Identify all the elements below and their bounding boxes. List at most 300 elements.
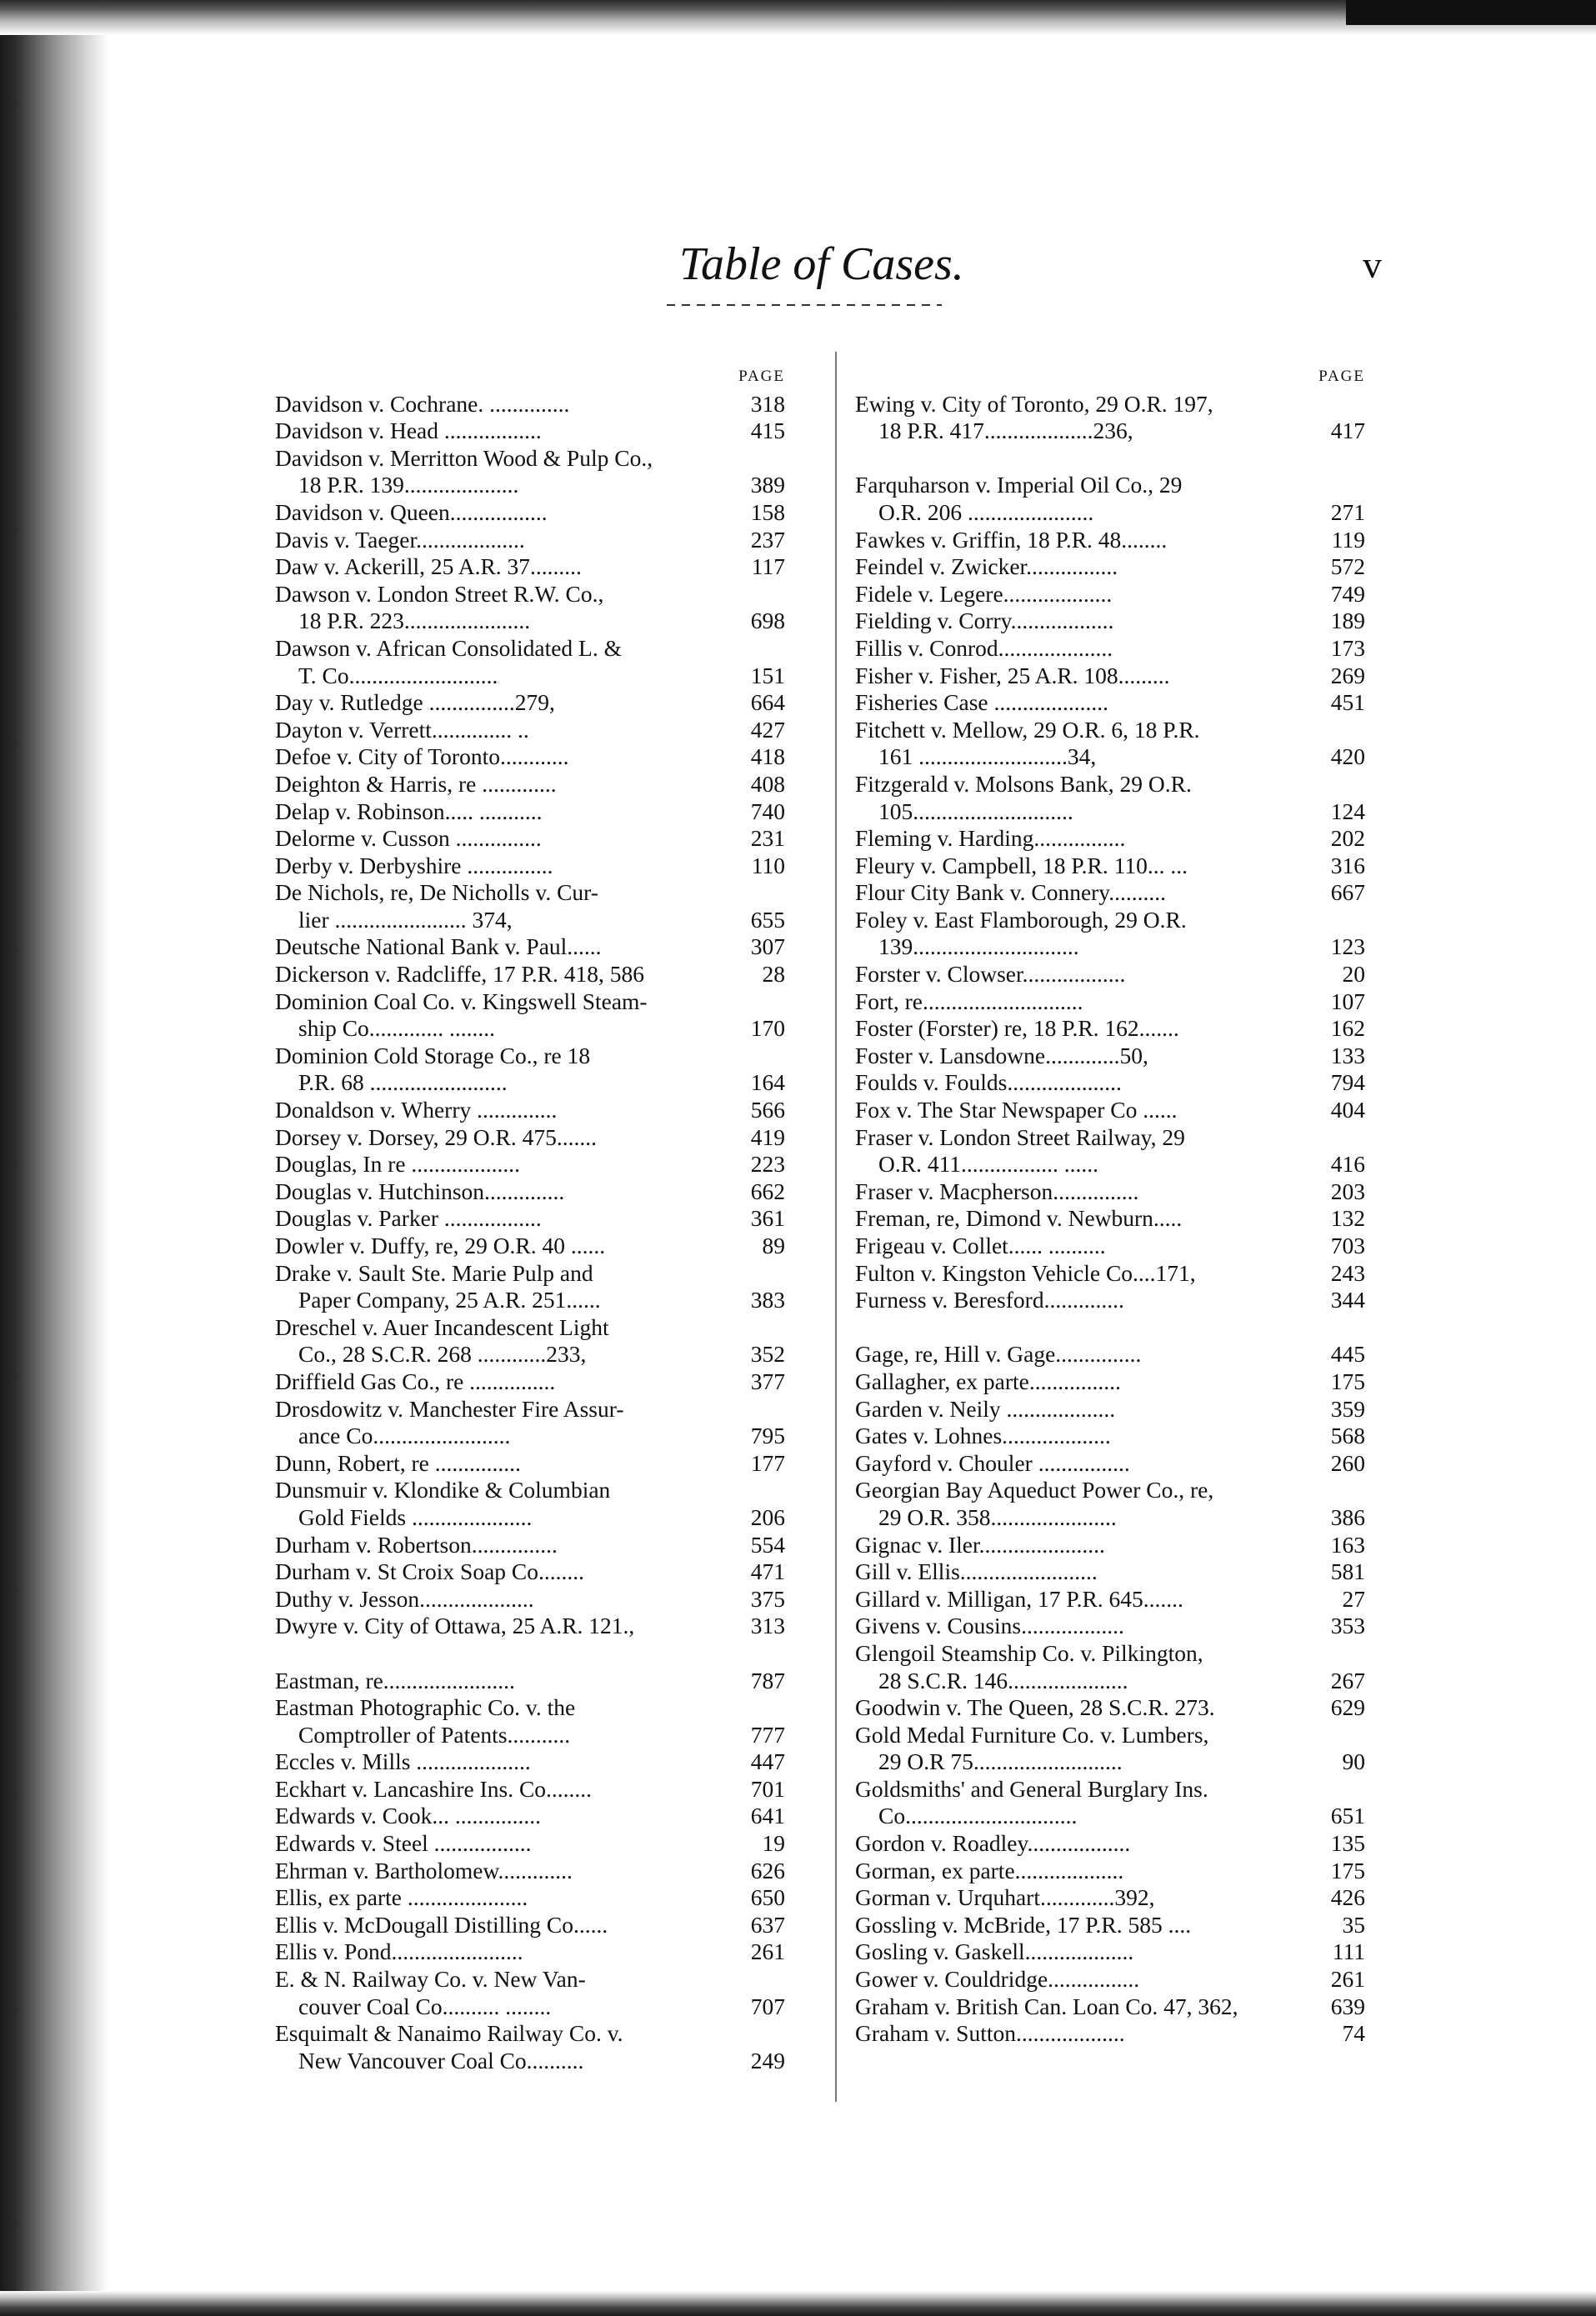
case-entry <box>275 743 785 771</box>
case-page-ref: 655 <box>750 906 785 933</box>
case-entry <box>855 1532 1365 1559</box>
case-name <box>855 1043 1307 1070</box>
case-name <box>855 1097 1307 1124</box>
case-page-ref: 316 <box>1330 852 1365 878</box>
case-name <box>275 961 727 988</box>
case-line: Douglas v. Parker ................. <box>275 1205 542 1232</box>
case-entry <box>855 1993 1365 2021</box>
case-line: Gayford v. Chouler ................ <box>855 1449 1130 1476</box>
case-name <box>855 1586 1307 1613</box>
case-name <box>855 1613 1307 1640</box>
case-page-ref: 344 <box>1330 1287 1365 1313</box>
case-entry <box>855 1015 1365 1043</box>
case-line: Douglas, In re ................... <box>275 1151 521 1178</box>
case-page-ref: 740 <box>750 798 785 824</box>
case-line: Fox v. The Star Newspaper Co ...... <box>855 1097 1178 1123</box>
case-page-ref: 307 <box>750 933 785 960</box>
case-entry <box>275 798 785 826</box>
case-line: O.R. 411................. ...... <box>878 1151 1099 1178</box>
case-page-ref: 162 <box>1330 1015 1365 1042</box>
case-name <box>275 1124 727 1152</box>
case-line: Deutsche National Bank v. Paul...... <box>275 933 602 960</box>
case-name <box>855 1178 1307 1206</box>
case-line: Dominion Cold Storage Co., re 18 <box>275 1042 591 1068</box>
case-line: Davidson v. Cochrane. .............. <box>275 390 570 417</box>
case-entry <box>855 1233 1365 1260</box>
case-name <box>855 1069 1307 1097</box>
case-page-ref: 445 <box>1330 1341 1365 1368</box>
case-entry <box>275 635 785 689</box>
case-line: Dreschel v. Auer Incandescent Light <box>275 1313 609 1340</box>
case-line: Foulds v. Foulds.................... <box>855 1069 1122 1096</box>
case-line: Ellis, ex parte ..................... <box>275 1884 528 1911</box>
case-line: Fitchett v. Mellow, 29 O.R. 6, 18 P.R. <box>855 716 1200 743</box>
case-entry <box>275 1368 785 1396</box>
case-page-ref: 471 <box>750 1558 785 1585</box>
case-page-ref: 223 <box>750 1151 785 1178</box>
case-page-ref: 28 <box>762 961 785 988</box>
page-header <box>113 238 1579 329</box>
case-page-ref: 451 <box>1330 689 1365 716</box>
case-name <box>855 1558 1307 1586</box>
case-page-ref: 20 <box>1342 961 1365 988</box>
case-entry <box>275 1694 785 1748</box>
case-line: Dunn, Robert, re ............... <box>275 1449 521 1476</box>
case-name <box>855 717 1307 771</box>
case-name <box>275 1368 727 1396</box>
case-entry <box>855 1558 1365 1586</box>
case-entry <box>275 1205 785 1233</box>
case-line: Fawkes v. Griffin, 18 P.R. 48........ <box>855 526 1168 553</box>
case-page-ref: 701 <box>750 1775 785 1802</box>
case-entry <box>855 1450 1365 1478</box>
case-name <box>275 1097 727 1124</box>
case-entry <box>855 1069 1365 1097</box>
case-page-ref: 231 <box>750 825 785 852</box>
case-line: Davidson v. Head ................. <box>275 418 542 444</box>
case-page-ref: 361 <box>750 1205 785 1232</box>
case-name <box>275 499 727 527</box>
case-name <box>275 1668 727 1695</box>
case-entry <box>275 689 785 717</box>
case-name <box>855 988 1307 1016</box>
case-name <box>275 1586 727 1613</box>
case-line: Davidson v. Merritton Wood & Pulp Co., <box>275 444 653 471</box>
case-name <box>275 798 727 826</box>
case-name <box>855 1287 1307 1314</box>
case-line: Gower v. Couldridge................ <box>855 1966 1140 1993</box>
case-line: 105............................ <box>878 798 1073 824</box>
case-entry <box>855 1124 1365 1178</box>
case-line: Paper Company, 25 A.R. 251...... <box>298 1287 601 1313</box>
case-line: T. Co.......................... <box>298 662 498 688</box>
case-page-ref: 117 <box>751 553 785 580</box>
case-line: Gold Fields ..................... <box>298 1503 533 1530</box>
case-line: Frigeau v. Collet...... .......... <box>855 1233 1106 1258</box>
case-line: 139............................. <box>878 933 1079 960</box>
case-entry <box>855 1043 1365 1070</box>
case-entry <box>855 1368 1365 1396</box>
case-entry <box>855 907 1365 961</box>
case-name <box>855 1260 1307 1288</box>
case-entry <box>275 1803 785 1830</box>
case-name <box>855 1938 1307 1966</box>
case-page-ref: 35 <box>1342 1911 1365 1938</box>
case-entry <box>855 1694 1365 1722</box>
case-name <box>855 1233 1307 1260</box>
case-page-ref: 74 <box>1342 2020 1365 2047</box>
case-page-ref: 271 <box>1330 498 1365 525</box>
case-name <box>855 1884 1307 1912</box>
case-entry <box>855 608 1365 635</box>
case-entry <box>855 1178 1365 1206</box>
case-entry <box>275 1668 785 1695</box>
case-line: 28 S.C.R. 146..................... <box>878 1667 1128 1693</box>
case-entry <box>855 853 1365 880</box>
case-line: Fillis v. Conrod.................... <box>855 634 1113 661</box>
case-name <box>275 1151 727 1178</box>
case-line: 29 O.R. 358...................... <box>878 1503 1117 1530</box>
case-line: Delap v. Robinson..... ........... <box>275 798 543 824</box>
case-entry <box>275 825 785 853</box>
case-line: Gorman v. Urquhart.............392, <box>855 1884 1155 1911</box>
case-entry <box>275 581 785 635</box>
case-entry <box>275 961 785 988</box>
case-line: Daw v. Ackerill, 25 A.R. 37......... <box>275 553 582 580</box>
case-page-ref: 377 <box>750 1368 785 1394</box>
case-name <box>855 1124 1307 1178</box>
case-page-ref: 566 <box>750 1097 785 1123</box>
case-entry <box>275 1858 785 1885</box>
case-line: Fisheries Case .................... <box>855 689 1109 716</box>
case-line: Eccles v. Mills .................... <box>275 1748 531 1775</box>
case-entry <box>855 1912 1365 1939</box>
case-name <box>855 771 1307 825</box>
case-line: Eastman, re....................... <box>275 1667 515 1693</box>
case-page-ref: 386 <box>1330 1503 1365 1530</box>
case-entry <box>855 1776 1365 1830</box>
case-name <box>855 1830 1307 1858</box>
case-page-ref: 203 <box>1330 1178 1365 1204</box>
case-page-ref: 123 <box>1330 933 1365 960</box>
case-name <box>855 1966 1307 1993</box>
case-entry <box>855 391 1365 445</box>
case-page-ref: 707 <box>750 1993 785 2019</box>
case-line: Fleming v. Harding................ <box>855 825 1126 852</box>
case-name <box>855 1396 1307 1423</box>
case-name <box>275 1396 727 1450</box>
case-page-ref: 383 <box>750 1287 785 1313</box>
case-line: Delorme v. Cusson ............... <box>275 825 542 852</box>
case-page-ref: 206 <box>750 1503 785 1530</box>
case-name <box>275 527 727 554</box>
case-name <box>855 1205 1307 1233</box>
case-name <box>855 608 1307 635</box>
case-page-ref: 447 <box>750 1748 785 1775</box>
scan-border-left <box>0 0 108 2316</box>
book-page <box>113 42 1579 2292</box>
case-name <box>275 1830 727 1858</box>
case-line: Foster (Forster) re, 18 P.R. 162....... <box>855 1015 1179 1042</box>
case-entry <box>275 1966 785 2020</box>
case-entry <box>275 933 785 961</box>
case-line: Dunsmuir v. Klondike & Columbian <box>275 1477 611 1503</box>
case-page-ref: 151 <box>750 662 785 688</box>
case-entry <box>275 853 785 880</box>
case-name <box>855 527 1307 554</box>
case-entry <box>275 1396 785 1450</box>
case-page-ref: 243 <box>1330 1259 1365 1286</box>
case-entry <box>275 1314 785 1368</box>
case-name <box>275 717 727 744</box>
case-name <box>855 1858 1307 1885</box>
case-page-ref: 27 <box>1342 1585 1365 1612</box>
case-entry <box>275 1178 785 1206</box>
case-page-ref: 135 <box>1330 1830 1365 1857</box>
case-line: Day v. Rutledge ...............279, <box>275 689 555 716</box>
case-line: Fielding v. Corry.................. <box>855 608 1114 634</box>
case-line: Eckhart v. Lancashire Ins. Co........ <box>275 1775 593 1802</box>
case-page-ref: 261 <box>750 1938 785 1965</box>
case-name <box>275 1884 727 1912</box>
case-page-ref: 133 <box>1330 1042 1365 1068</box>
case-entry <box>855 1884 1365 1912</box>
case-name <box>275 1966 727 2020</box>
case-name <box>855 1532 1307 1559</box>
case-entry <box>275 2020 785 2074</box>
column-heading-page: PAGE <box>1318 368 1365 385</box>
case-entry <box>855 1341 1365 1368</box>
case-page-ref: 19 <box>762 1830 785 1857</box>
case-entry <box>275 527 785 554</box>
case-entry <box>855 1858 1365 1885</box>
case-page-ref: 175 <box>1330 1857 1365 1883</box>
case-name <box>275 391 727 418</box>
case-name <box>855 553 1307 581</box>
case-line: Givens v. Cousins.................. <box>855 1613 1124 1639</box>
case-line: Dickerson v. Radcliffe, 17 P.R. 418, 586 <box>275 961 645 988</box>
case-name <box>855 1722 1307 1776</box>
case-entry <box>855 663 1365 690</box>
case-name <box>855 1993 1307 2021</box>
case-page-ref: 107 <box>1330 988 1365 1014</box>
case-entry <box>275 1450 785 1478</box>
case-name <box>275 1450 727 1478</box>
case-entry <box>275 1532 785 1559</box>
page-number: v <box>1363 243 1382 286</box>
case-name <box>855 635 1307 663</box>
case-page-ref: 89 <box>762 1233 785 1258</box>
case-name <box>275 1314 727 1368</box>
case-line: Gill v. Ellis........................ <box>855 1558 1098 1585</box>
case-line: Co.............................. <box>878 1803 1078 1829</box>
case-line: Glengoil Steamship Co. v. Pilkington, <box>855 1639 1203 1666</box>
case-line: Fisher v. Fisher, 25 A.R. 108......... <box>855 662 1170 688</box>
case-page-ref: 202 <box>1330 825 1365 852</box>
case-page-ref: 637 <box>750 1911 785 1938</box>
case-line: E. & N. Railway Co. v. New Van- <box>275 1966 586 1993</box>
case-entry <box>855 472 1365 526</box>
case-entry <box>275 391 785 418</box>
case-page-ref: 177 <box>750 1449 785 1476</box>
case-entry <box>275 879 785 933</box>
case-line: Feindel v. Zwicker................ <box>855 553 1118 580</box>
case-line: Graham v. Sutton................... <box>855 2020 1125 2047</box>
case-page-ref: 572 <box>1330 553 1365 580</box>
case-name <box>275 1477 727 1531</box>
case-line: New Vancouver Coal Co.......... <box>298 2047 584 2073</box>
case-name <box>855 1368 1307 1396</box>
case-entry <box>275 717 785 744</box>
case-page-ref: 794 <box>1330 1069 1365 1096</box>
case-name <box>855 391 1307 445</box>
case-entry <box>275 988 785 1043</box>
case-line: Fulton v. Kingston Vehicle Co....171, <box>855 1259 1196 1286</box>
case-entry <box>855 1966 1365 1993</box>
case-page-ref: 417 <box>1330 418 1365 444</box>
case-line: Farquharson v. Imperial Oil Co., 29 <box>855 472 1183 498</box>
case-entry <box>275 1613 785 1640</box>
case-line: Fraser v. Macpherson............... <box>855 1178 1139 1204</box>
case-entry <box>275 1586 785 1613</box>
case-page-ref: 404 <box>1330 1097 1365 1123</box>
case-name <box>275 988 727 1043</box>
case-name <box>275 1613 727 1640</box>
case-page-ref: 261 <box>1330 1966 1365 1993</box>
case-entry <box>275 1477 785 1531</box>
case-line: Gorman, ex parte................... <box>855 1857 1124 1883</box>
case-line: Fitzgerald v. Molsons Bank, 29 O.R. <box>855 770 1192 797</box>
case-line: 161 ..........................34, <box>878 743 1097 770</box>
case-entry <box>275 1097 785 1124</box>
case-line: Ellis v. Pond....................... <box>275 1938 523 1965</box>
case-entry <box>275 499 785 527</box>
case-name <box>855 2020 1307 2048</box>
case-entry <box>855 581 1365 608</box>
case-entry <box>855 527 1365 554</box>
case-entry <box>275 553 785 581</box>
case-name <box>855 1015 1307 1043</box>
case-page-ref: 110 <box>751 852 785 878</box>
case-entry <box>275 771 785 798</box>
case-name <box>855 1776 1307 1830</box>
case-name <box>275 879 727 933</box>
case-entry <box>855 825 1365 853</box>
case-entry <box>855 1613 1365 1640</box>
case-line: Garden v. Neily ................... <box>855 1395 1116 1422</box>
case-page-ref: 132 <box>1330 1205 1365 1232</box>
case-name <box>275 1938 727 1966</box>
case-line: Davis v. Taeger................... <box>275 526 525 553</box>
case-line: Edwards v. Steel ................. <box>275 1830 532 1857</box>
case-name <box>275 1912 727 1939</box>
column-divider <box>835 352 837 2102</box>
case-entry <box>275 418 785 445</box>
case-name <box>275 1205 727 1233</box>
case-line: Gillard v. Milligan, 17 P.R. 645....... <box>855 1585 1183 1612</box>
case-line: Co., 28 S.C.R. 268 ............233, <box>298 1341 587 1368</box>
case-page-ref: 164 <box>750 1069 785 1096</box>
case-line: Georgian Bay Aqueduct Power Co., re, <box>855 1477 1214 1503</box>
case-page-ref: 651 <box>1330 1803 1365 1829</box>
case-entry <box>855 635 1365 663</box>
case-line: De Nichols, re, De Nicholls v. Cur- <box>275 879 598 906</box>
case-line: P.R. 68 ........................ <box>298 1069 508 1096</box>
case-name <box>275 1532 727 1559</box>
left-column <box>275 363 785 2074</box>
case-entry <box>855 1260 1365 1288</box>
case-line: Fort, re............................ <box>855 988 1083 1014</box>
case-entry <box>275 1748 785 1776</box>
case-entry <box>855 1423 1365 1450</box>
case-entry <box>275 1776 785 1803</box>
case-name <box>275 1043 727 1097</box>
case-entry <box>275 1043 785 1097</box>
case-name <box>275 445 727 499</box>
case-line: Fraser v. London Street Railway, 29 <box>855 1123 1185 1150</box>
case-page-ref: 418 <box>750 743 785 770</box>
case-name <box>855 879 1307 907</box>
case-entry <box>855 1097 1365 1124</box>
case-name <box>855 1423 1307 1450</box>
case-line: Durham v. St Croix Soap Co........ <box>275 1558 584 1585</box>
case-line: ship Co............. ........ <box>298 1015 496 1042</box>
case-line: Ewing v. City of Toronto, 29 O.R. 197, <box>855 390 1213 417</box>
case-entry <box>855 1830 1365 1858</box>
case-line: Drake v. Sault Ste. Marie Pulp and <box>275 1259 593 1286</box>
case-page-ref: 662 <box>750 1178 785 1204</box>
case-line: Ellis v. McDougall Distilling Co...... <box>275 1911 608 1938</box>
case-page-ref: 389 <box>750 472 785 498</box>
case-page-ref: 629 <box>1330 1694 1365 1721</box>
case-line: Donaldson v. Wherry .............. <box>275 1097 558 1123</box>
case-line: Furness v. Beresford.............. <box>855 1287 1124 1313</box>
case-entry <box>275 1830 785 1858</box>
case-line: Davidson v. Queen................. <box>275 498 548 525</box>
case-line: Edwards v. Cook... ............... <box>275 1803 542 1829</box>
case-page-ref: 639 <box>1330 1993 1365 2019</box>
case-page-ref: 352 <box>750 1341 785 1368</box>
case-entry <box>855 1396 1365 1423</box>
case-line: Gates v. Lohnes................... <box>855 1423 1111 1449</box>
case-page-ref: 111 <box>1332 1938 1365 1965</box>
case-name <box>275 825 727 853</box>
case-line: Freman, re, Dimond v. Newburn..... <box>855 1205 1183 1232</box>
case-entry <box>855 1722 1365 1776</box>
case-page-ref: 318 <box>750 390 785 417</box>
case-page-ref: 427 <box>750 716 785 743</box>
case-name <box>275 743 727 771</box>
case-page-ref: 650 <box>750 1884 785 1911</box>
case-line: Dorsey v. Dorsey, 29 O.R. 475....... <box>275 1123 597 1150</box>
case-page-ref: 667 <box>1330 879 1365 906</box>
case-entry <box>855 961 1365 988</box>
case-page-ref: 426 <box>1330 1884 1365 1911</box>
case-line: Dowler v. Duffy, re, 29 O.R. 40 ...... <box>275 1233 606 1258</box>
case-entry <box>855 1477 1365 1531</box>
case-page-ref: 554 <box>750 1531 785 1558</box>
case-line: Dwyre v. City of Ottawa, 25 A.R. 121., <box>275 1613 635 1639</box>
case-name <box>275 771 727 798</box>
case-name <box>855 663 1307 690</box>
case-page-ref: 175 <box>1330 1368 1365 1394</box>
case-line: 18 P.R. 223...................... <box>298 608 531 634</box>
case-page-ref: 420 <box>1330 743 1365 770</box>
case-line: O.R. 206 ...................... <box>878 498 1094 525</box>
case-page-ref: 408 <box>750 770 785 797</box>
case-page-ref: 170 <box>750 1015 785 1042</box>
case-line: Gallagher, ex parte................ <box>855 1368 1121 1394</box>
